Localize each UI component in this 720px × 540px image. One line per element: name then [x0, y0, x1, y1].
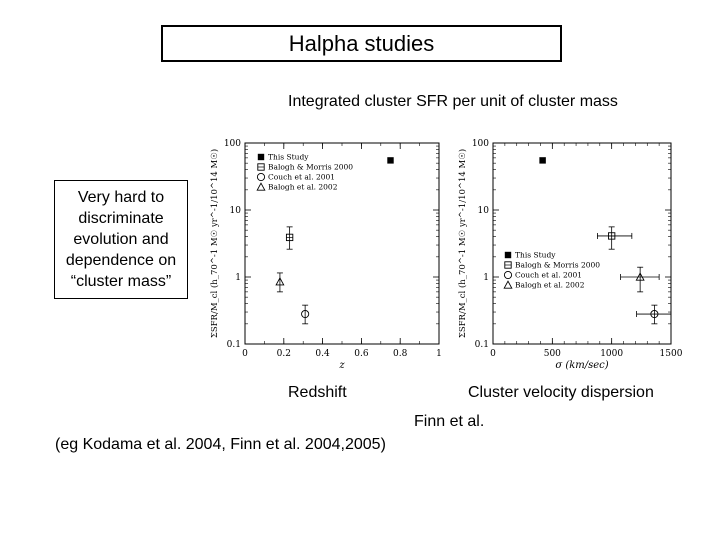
- y-tick-label: 1: [235, 273, 241, 283]
- marker-filled-square: [539, 157, 545, 163]
- y-tick-label: 100: [471, 139, 489, 149]
- legend: [504, 251, 600, 290]
- chart-redshift: [205, 130, 455, 371]
- legend-entry: Balogh & Morris 2000: [268, 162, 354, 172]
- x-axis-label: z: [339, 360, 345, 371]
- y-tick-label: 100: [223, 139, 241, 149]
- legend-entry: This Study: [515, 250, 556, 260]
- legend-entry: Balogh & Morris 2000: [515, 260, 601, 270]
- x-tick-label: 0: [490, 349, 496, 359]
- marker-open-circle: [504, 271, 511, 278]
- series-filled-square: [387, 157, 393, 163]
- callout-text: Very hard to discriminate evolution and dependence on “cluster mass”: [65, 189, 177, 290]
- caption-redshift: Redshift: [288, 384, 347, 401]
- legend-entry: Balogh et al. 2002: [268, 182, 338, 192]
- series-open-circle: [302, 305, 309, 324]
- legend-entry: This Study: [268, 152, 309, 162]
- y-tick-label: 10: [477, 206, 489, 216]
- x-tick-label: 0.2: [276, 349, 291, 359]
- series-filled-square: [539, 157, 545, 163]
- x-tick-label: 0.4: [315, 349, 330, 359]
- y-axis-label: ΣSFR/M_cl (h_70^-1 M☉ yr^-1/10^14 M☉): [210, 148, 220, 339]
- chart-velocity-dispersion: [450, 130, 690, 375]
- x-tick-label: 0.8: [393, 349, 408, 359]
- series-open-triangle: [276, 273, 284, 292]
- x-tick-label: 1000: [600, 349, 624, 359]
- y-tick-label: 10: [229, 206, 241, 216]
- marker-filled-square: [387, 157, 393, 163]
- callout-box: [54, 180, 188, 299]
- caption-references: (eg Kodama et al. 2004, Finn et al. 2004,2005): [55, 436, 386, 453]
- y-tick-label: 0.1: [226, 340, 241, 350]
- x-axis-label: σ (km/sec): [555, 360, 609, 371]
- x-tick-label: 500: [543, 349, 561, 359]
- y-axis-label: ΣSFR/M_cl (h_70^-1 M☉ yr^-1/10^14 M☉): [458, 148, 468, 339]
- caption-velocity-dispersion: Cluster velocity dispersion: [468, 384, 654, 401]
- legend-entry: Balogh et al. 2002: [515, 280, 585, 290]
- x-tick-label: 0.6: [354, 349, 369, 359]
- y-tick-label: 1: [483, 273, 489, 283]
- caption-finn: Finn et al.: [414, 413, 485, 430]
- series-open-square-cross: [597, 227, 631, 249]
- x-tick-label: 1500: [659, 349, 683, 359]
- x-tick-label: 1: [436, 349, 442, 359]
- marker-filled-square: [505, 252, 511, 258]
- series-open-circle: [637, 305, 671, 324]
- marker-filled-square: [258, 154, 264, 160]
- series-open-square-cross: [286, 227, 292, 249]
- x-tick-label: 0: [242, 349, 248, 359]
- marker-open-triangle: [504, 281, 512, 288]
- y-tick-label: 0.1: [474, 340, 489, 350]
- legend-entry: Couch et al. 2001: [268, 172, 336, 182]
- slide-title: Halpha studies: [161, 25, 562, 62]
- marker-open-triangle: [257, 183, 265, 190]
- marker-open-circle: [257, 173, 264, 180]
- series-open-triangle: [621, 267, 660, 292]
- legend: [257, 153, 353, 192]
- legend-entry: Couch et al. 2001: [515, 270, 583, 280]
- slide-subtitle: Integrated cluster SFR per unit of cluster mass: [288, 93, 618, 110]
